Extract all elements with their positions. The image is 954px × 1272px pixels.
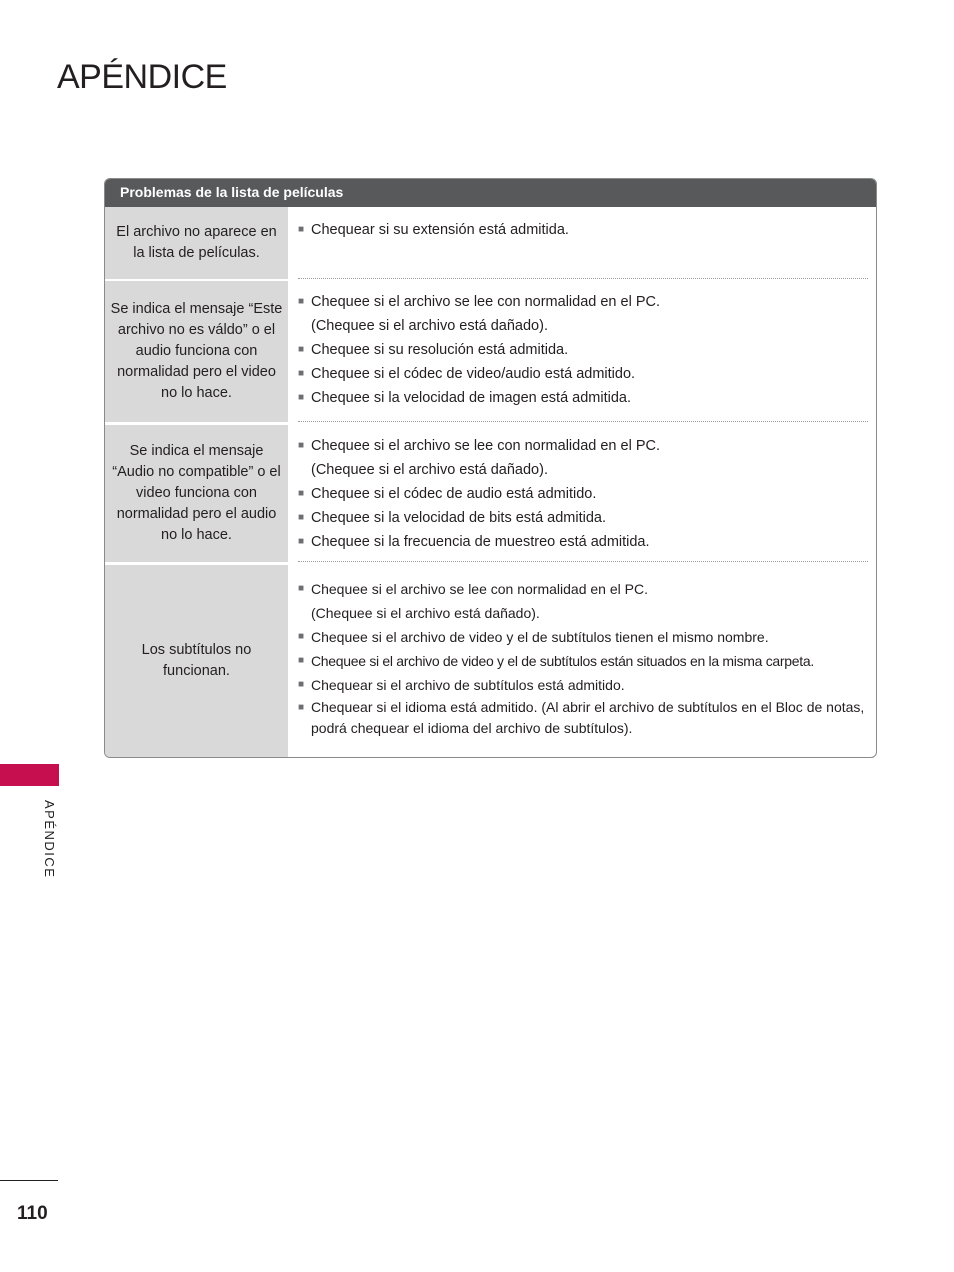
table-row	[105, 281, 876, 422]
solution-continuation: (Chequee si el archivo está dañado).	[311, 318, 548, 334]
row-divider	[298, 561, 868, 562]
solution-item: ■ Chequee si el códec de video/audio está admitido.	[298, 362, 868, 386]
problem-cell: Los subtítulos no funcionan.	[105, 565, 288, 757]
table-row	[105, 425, 876, 562]
solution-continuation: (Chequee si el archivo está dañado).	[311, 605, 540, 621]
page-number: 110	[17, 1203, 48, 1224]
bullet-icon: ■	[298, 583, 305, 594]
solution-item: ■ Chequee si la velocidad de bits está admitida.	[298, 506, 868, 530]
page-title: APÉNDICE	[57, 58, 227, 96]
solution-item: ■ Chequee si el archivo se lee con normalidad en el PC.	[298, 290, 868, 314]
table-row	[105, 207, 876, 279]
problem-cell: El archivo no aparece en la lista de películas.	[105, 207, 288, 279]
bullet-icon: ■	[298, 536, 305, 547]
solution-cell	[298, 425, 868, 562]
row-divider	[298, 421, 868, 422]
solution-cell	[298, 565, 868, 757]
section-side-label: APÉNDICE	[42, 800, 57, 879]
bullet-icon: ■	[298, 512, 305, 523]
solution-item: ■ Chequee si el archivo de video y el de subtítulos tienen el mismo nombre.	[298, 625, 868, 649]
footer-divider	[0, 1180, 58, 1181]
solution-item: ■ Chequee si su resolución está admitida.	[298, 338, 868, 362]
solution-item: ■ Chequee si la frecuencia de muestreo está admitida.	[298, 530, 868, 554]
problem-cell: Se indica el mensaje “Audio no compatible” o el video funciona con normalidad pero el audio no lo hace.	[105, 425, 288, 562]
bullet-icon: ■	[298, 440, 305, 451]
bullet-icon: ■	[298, 392, 305, 403]
solution-continuation: (Chequee si el archivo está dañado).	[311, 462, 548, 478]
solution-item: ■ Chequee si el códec de audio está admitido.	[298, 482, 868, 506]
bullet-icon: ■	[298, 344, 305, 355]
solution-item: ■ Chequear si su extensión está admitida.	[298, 218, 868, 242]
solution-cell	[298, 281, 868, 422]
bullet-icon: ■	[298, 368, 305, 379]
bullet-icon: ■	[298, 679, 305, 690]
bullet-icon: ■	[298, 224, 305, 235]
section-tab-marker	[0, 764, 59, 786]
troubleshooting-table	[104, 178, 877, 758]
solution-item: ■ Chequear si el archivo de subtítulos está admitido.	[298, 673, 868, 697]
row-divider	[298, 278, 868, 279]
solution-item: ■ Chequee si el archivo se lee con normalidad en el PC.	[298, 434, 868, 458]
solution-item: ■ Chequear si el idioma está admitido. (Al abrir el archivo de subtítulos en el Bloc de notas, podrá chequear el idioma del archivo de subtítulos).	[298, 699, 865, 736]
solution-item: ■ Chequee si el archivo de video y el de subtítulos están situados en la misma carpeta.	[298, 649, 868, 673]
bullet-icon: ■	[298, 631, 305, 642]
table-header: Problemas de la lista de películas	[105, 179, 876, 207]
bullet-icon: ■	[298, 655, 304, 666]
table-row	[105, 565, 876, 757]
problem-cell: Se indica el mensaje “Este archivo no es váldo” o el audio funciona con normalidad pero el video no lo hace.	[105, 281, 288, 422]
solution-item: ■ Chequee si el archivo se lee con normalidad en el PC.	[298, 577, 868, 601]
solution-item: ■ Chequee si la velocidad de imagen está admitida.	[298, 386, 868, 410]
bullet-icon: ■	[298, 488, 305, 499]
bullet-icon: ■	[298, 702, 305, 713]
solution-cell	[298, 207, 868, 279]
bullet-icon: ■	[298, 296, 305, 307]
